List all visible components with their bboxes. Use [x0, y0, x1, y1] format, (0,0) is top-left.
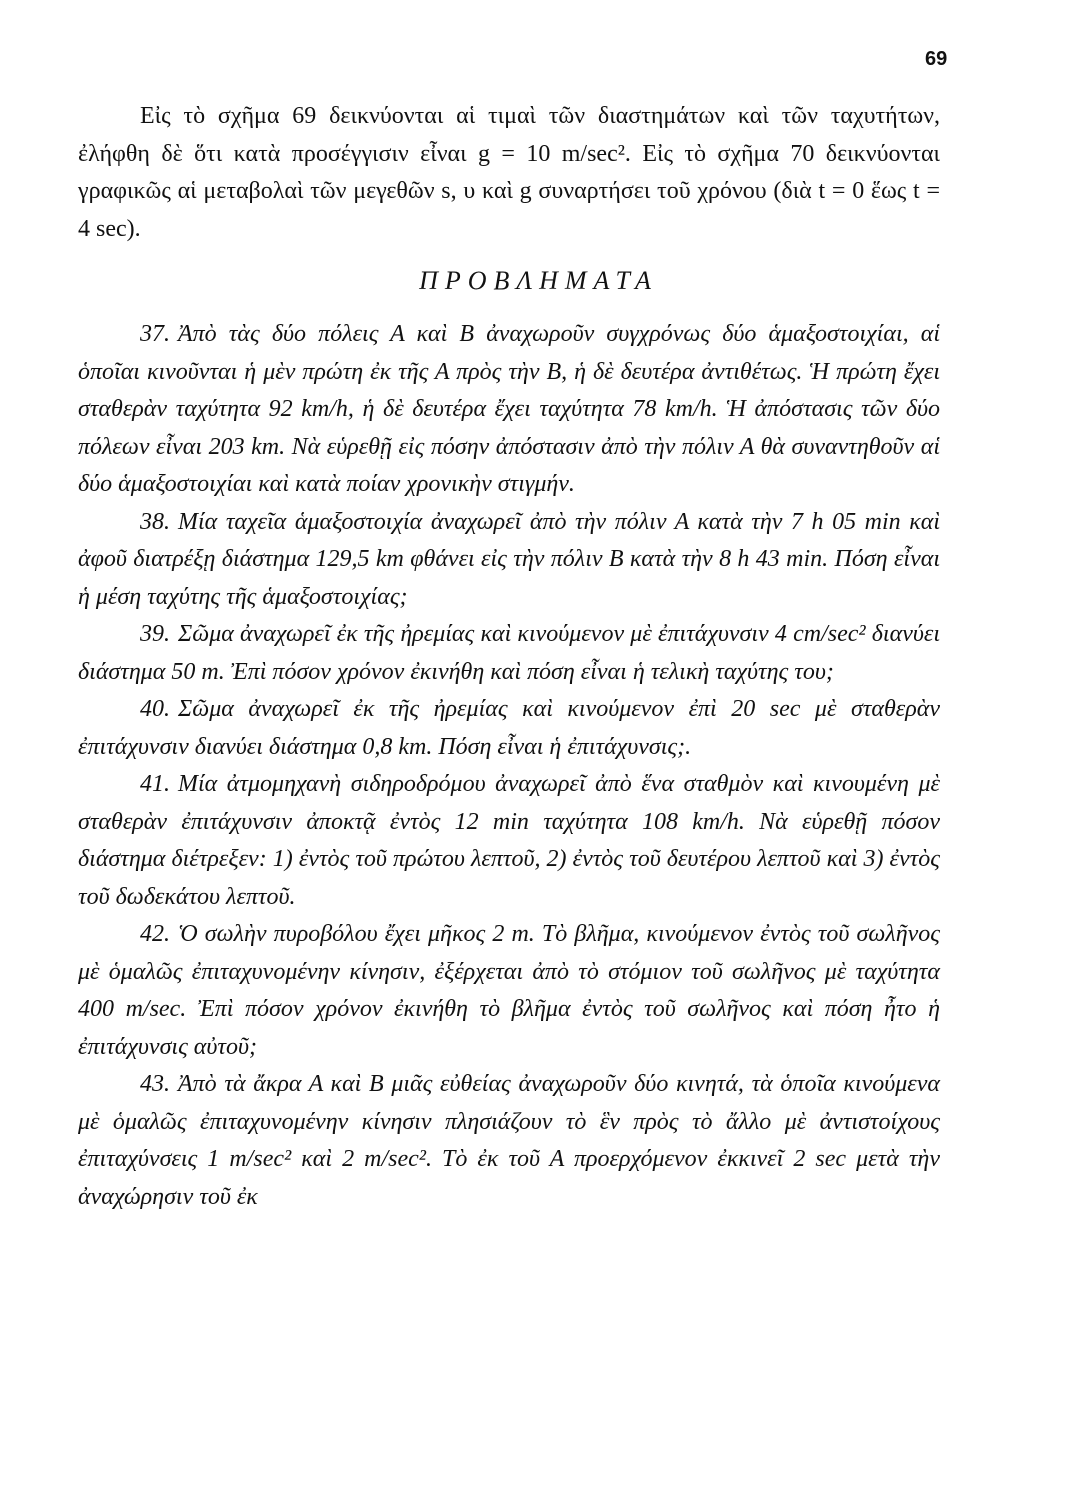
intro-paragraph: Εἰς τὸ σχῆμα 69 δεικνύονται αἱ τιμαὶ τῶν διαστημάτων καὶ τῶν ταχυτήτων, ἐλήφθη δὲ ὅτι κατὰ προσέγγισιν εἶναι g = 10 m/sec². Εἰς τὸ σχῆμα 70 δεικνύονται γραφικῶς αἱ μεταβολαὶ τῶν μεγεθῶν s, υ καὶ g συναρτήσει τοῦ χρόνου (διὰ t = 0 ἕως t = 4 sec).	[78, 103, 940, 242]
problem-text: Ἀπὸ τὰ ἄκρα Α καὶ Β μιᾶς εὐθείας ἀναχωροῦν δύο κινητά, τὰ ὁποῖα κινούμενα μὲ ὁμαλῶς ἐπιταχυνομένην κίνησιν πλησιάζουν τὸ ἓν πρὸς τὸ ἄλλο μὲ ἀντιστοίχους ἐπιταχύνσεις 1 m/sec² καὶ 2 m/sec². Τὸ ἐκ τοῦ Α προερχόμενον ἐκκινεῖ 2 sec μετὰ τὴν ἀναχώρησιν τοῦ ἐκ	[78, 1071, 940, 1210]
problems-list	[78, 316, 940, 1216]
problem-number: 40.	[140, 696, 170, 722]
problem-text: Ὁ σωλὴν πυροβόλου ἔχει μῆκος 2 m. Τὸ βλῆμα, κινούμενον ἐντὸς τοῦ σωλῆνος μὲ ὁμαλῶς ἐπιταχυνομένην κίνησιν, ἐξέρχεται ἀπὸ τὸ στόμιον τοῦ σωλῆνος μὲ ταχύτητα 400 m/sec. Ἐπὶ πόσον χρόνον ἐκινήθη τὸ βλῆμα ἐντὸς τοῦ σωλῆνος καὶ πόση ἦτο ἡ ἐπιτάχυνσις αὐτοῦ;	[78, 921, 940, 1060]
problem-42	[78, 916, 940, 1066]
problem-38	[78, 504, 940, 617]
problem-text: Σῶμα ἀναχωρεῖ ἐκ τῆς ἠρεμίας καὶ κινούμενον μὲ ἐπιτάχυνσιν 4 cm/sec² διανύει διάστημα 50 m. Ἐπὶ πόσον χρόνον ἐκινήθη καὶ πόση εἶναι ἡ τελικὴ ταχύτης του;	[78, 621, 940, 685]
problem-number: 42.	[140, 921, 170, 947]
problem-41	[78, 766, 940, 916]
problem-number: 41.	[140, 771, 170, 797]
problem-number: 37.	[140, 321, 170, 347]
problem-text: Σῶμα ἀναχωρεῖ ἐκ τῆς ἠρεμίας καὶ κινούμενον ἐπὶ 20 sec μὲ σταθερὰν ἐπιτάχυνσιν διανύει διάστημα 0,8 km. Πόση εἶναι ἡ ἐπιτάχυνσις;.	[78, 696, 940, 760]
problem-number: 39.	[140, 621, 170, 647]
problem-40	[78, 691, 940, 766]
section-title: ΠΡΟΒΛΗΜΑΤΑ	[419, 266, 658, 295]
problem-text: Μία ταχεῖα ἁμαξοστοιχία ἀναχωρεῖ ἀπὸ τὴν πόλιν Α κατὰ τὴν 7 h 05 min καὶ ἀφοῦ διατρέξῃ διάστημα 129,5 km φθάνει εἰς τὴν πόλιν Β κατὰ τὴν 8 h 43 min. Πόση εἶναι ἡ μέση ταχύτης τῆς ἁμαξοστοιχίας;	[78, 508, 940, 610]
problem-number: 43.	[140, 1071, 170, 1097]
intro-paragraph-block	[78, 98, 940, 248]
problem-text: Ἀπὸ τὰς δύο πόλεις Α καὶ Β ἀναχωροῦν συγχρόνως δύο ἁμαξοστοιχίαι, αἱ ὁποῖαι κινοῦνται ἡ μὲν πρώτη ἐκ τῆς Α πρὸς τὴν Β, ἡ δὲ δευτέρα ἀντιθέτως. Ἡ πρώτη ἔχει σταθερὰν ταχύτητα 92 km/h, ἡ δὲ δευτέρα ἔχει ταχύτητα 78 km/h. Ἡ ἀπόστασις τῶν δύο πόλεων εἶναι 203 km. Νὰ εὑρεθῇ εἰς πόσην ἀπόστασιν ἀπὸ τὴν πόλιν Α θὰ συναντηθοῦν αἱ δύο ἁμαξοστοιχίαι καὶ κατὰ ποίαν χρονικὴν στιγμήν.	[78, 321, 940, 497]
problem-43	[78, 1066, 940, 1216]
problem-39	[78, 616, 940, 691]
problem-37	[78, 316, 940, 504]
problem-text: Μία ἀτμομηχανὴ σιδηροδρόμου ἀναχωρεῖ ἀπὸ ἕνα σταθμὸν καὶ κινουμένη μὲ σταθερὰν ἐπιτάχυνσιν ἀποκτᾷ ἐντὸς 12 min ταχύτητα 108 km/h. Νὰ εὑρεθῇ πόσον διάστημα διέτρεξεν: 1) ἐντὸς τοῦ πρώτου λεπτοῦ, 2) ἐντὸς τοῦ δευτέρου λεπτοῦ καὶ 3) ἐντὸς τοῦ δωδεκάτου λεπτοῦ.	[78, 771, 940, 910]
page-number: 69	[925, 48, 948, 70]
problem-number: 38.	[140, 508, 170, 535]
